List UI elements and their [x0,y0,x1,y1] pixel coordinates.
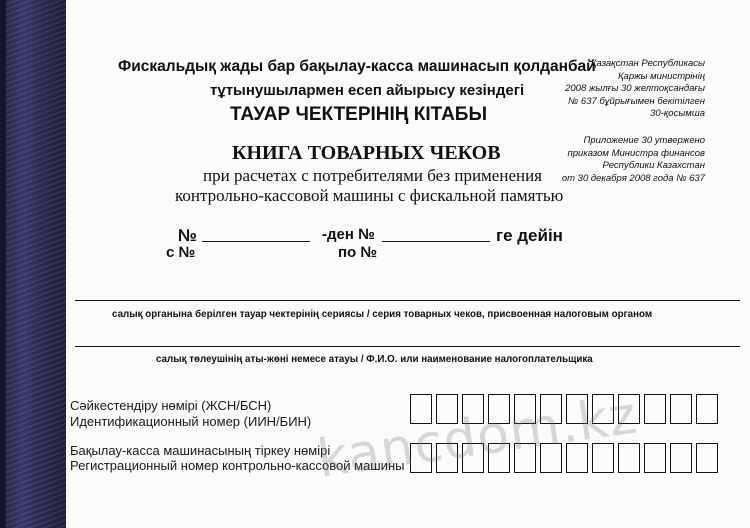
approval-ru-line: Республики Казахстан [602,160,705,171]
reg-digit-box[interactable] [670,443,692,473]
kz-title: ТАУАР ЧЕКТЕРІНІҢ КІТАБЫ [230,104,488,125]
approval-ru-line: приказом Министра финансов [567,147,705,159]
iin-digit-box[interactable] [670,394,692,424]
book-spine [0,0,66,528]
from-number-blank[interactable] [202,241,310,242]
series-line[interactable] [75,300,740,301]
approval-ru-line: Приложение 30 утвержено [583,135,705,146]
payer-caption: салық төлеушінің аты-жөні немесе атауы / Ф.И.О. или наименование налогоплательщика [156,354,593,365]
payer-line[interactable] [75,346,740,347]
number-sign-from: № [178,226,197,245]
ru-to-label: по № [338,244,378,261]
kz-header-line-2: тұтынушылармен есеп айырысу кезіндегі [210,82,525,99]
reg-digit-box[interactable] [696,443,718,473]
iin-label-ru: Идентификационный номер (ИИН/БИН) [70,414,312,429]
iin-digit-box[interactable] [644,394,666,424]
ru-from-label: с № [166,244,196,261]
approval-kz-line: 30-қосымша [650,108,705,119]
approval-kz-line: Қазақстан Республикасы [590,58,705,69]
iin-label-kz: Сәйкестендіру нөмірі (ЖСН/БСН) [70,398,272,413]
ru-title: КНИГА ТОВАРНЫХ ЧЕКОВ [232,142,501,164]
to-suffix-label: ге дейін [496,226,563,245]
from-suffix-label: -ден № [322,226,375,243]
ru-subtitle-line-2: контрольно-кассовой машины с фискальной памятью [175,186,564,205]
reg-label-ru: Регистрационный номер контрольно-кассовой машины [70,458,405,473]
approval-ru [562,135,705,185]
approval-ru-line: от 30 декабря 2008 года № 637 [561,172,705,184]
approval-kz-line: № 637 бұйрығымен бекітілген [567,95,705,107]
to-number-blank[interactable] [382,241,490,242]
ru-subtitle-line-1: при расчетах с потребителями без применения [203,166,543,185]
iin-digit-box[interactable] [696,394,718,424]
approval-kz [565,58,705,121]
kz-header-line-1: Фискальдық жады бар бақылау-касса машинасып қолданбай [118,58,596,75]
approval-kz-line: Қаржы министрінің [617,70,705,82]
watermark: kancdom.kz [313,385,642,490]
approval-kz-line: 2008 жылғы 30 желтоқсандағы [565,83,705,94]
reg-label-kz: Бақылау-касса машинасының тіркеу нөмірі [70,443,331,458]
reg-digit-box[interactable] [644,443,666,473]
spine-edge [0,0,6,528]
series-caption: салық органына берілген тауар чектерінің сериясы / серия товарных чеков, присвоенная налоговым органом [112,309,653,320]
